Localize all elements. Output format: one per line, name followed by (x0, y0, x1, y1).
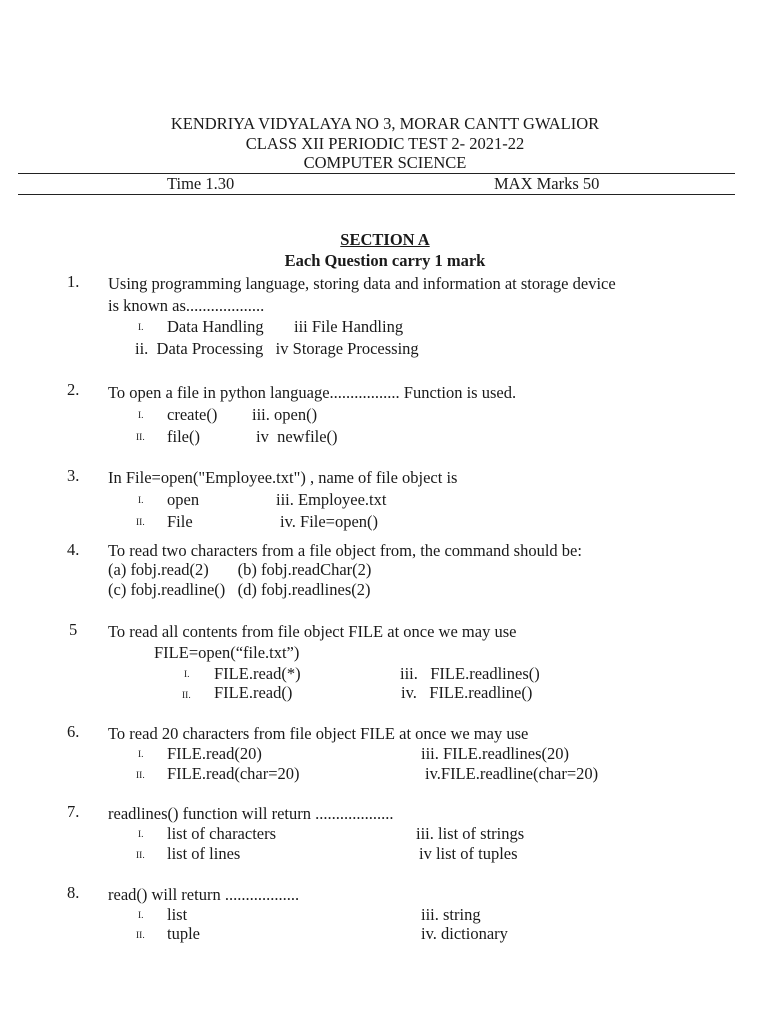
question-number: 7. (67, 802, 80, 821)
option-c: iii. FILE.readlines(20) (421, 744, 570, 763)
option-a: open (167, 490, 200, 509)
option-num: I. (138, 411, 144, 421)
option-num: II. (136, 518, 145, 528)
question-text: To read 20 characters from file object FILE at once we may use (108, 724, 529, 743)
question-text-cont: is known as................... (108, 296, 265, 315)
question-text: To open a file in python language................. Function is used. (108, 383, 517, 402)
option-line-ab: (a) fobj.read(2) (b) fobj.readChar(2) (108, 560, 372, 579)
option-d: iv. dictionary (421, 924, 508, 943)
option-b: File (167, 512, 193, 531)
option-d: iv.FILE.readline(char=20) (425, 764, 599, 783)
option-num: II. (136, 433, 145, 443)
option-num: I. (138, 496, 144, 506)
option-num: II. (182, 691, 191, 701)
option-b: file() (167, 427, 200, 446)
option-num: II. (136, 771, 145, 781)
option-num: I. (184, 670, 190, 680)
option-num: I. (138, 323, 144, 333)
question-text: In File=open("Employee.txt") , name of file object is (108, 468, 458, 487)
question-text: To read all contents from file object FILE at once we may use (108, 622, 517, 641)
question-number: 3. (67, 466, 80, 485)
header-bottom-rule (18, 194, 735, 195)
question-number: 8. (67, 883, 80, 902)
header-top-rule (18, 173, 735, 174)
question-number: 2. (67, 380, 80, 399)
subject-title: COMPUTER SCIENCE (303, 153, 467, 172)
option-c: iii. FILE.readlines() (400, 664, 540, 683)
question-text: Using programming language, storing data and information at storage device (108, 274, 616, 293)
option-b: FILE.read() (214, 683, 293, 702)
option-a: FILE.read(20) (167, 744, 262, 763)
option-b: list of lines (167, 844, 241, 863)
question-text: readlines() function will return ................... (108, 804, 394, 823)
section-title: SECTION A (340, 230, 430, 249)
question-text: To read two characters from a file object from, the command should be: (108, 541, 582, 560)
option-line-cd: (c) fobj.readline() (d) fobj.readlines(2) (108, 580, 371, 599)
option-c: iii. Employee.txt (276, 490, 387, 509)
option-num: I. (138, 830, 144, 840)
option-num: II. (136, 851, 145, 861)
question-number: 6. (67, 722, 80, 741)
question-text: read() will return .................. (108, 885, 300, 904)
question-number: 5 (69, 620, 78, 639)
option-c: iii File Handling (294, 317, 404, 336)
option-c: iii. list of strings (416, 824, 525, 843)
test-title: CLASS XII PERIODIC TEST 2- 2021-22 (245, 134, 525, 153)
section-subtitle: Each Question carry 1 mark (284, 251, 486, 270)
max-marks-label: MAX Marks 50 (494, 174, 600, 193)
question-number: 1. (67, 272, 80, 291)
school-name: KENDRIYA VIDYALAYA NO 3, MORAR CANTT GWALIOR (170, 114, 600, 133)
question-number: 4. (67, 540, 80, 559)
option-num: I. (138, 750, 144, 760)
option-b: FILE.read(char=20) (167, 764, 300, 783)
option-d: iv. File=open() (280, 512, 379, 531)
option-num: I. (138, 911, 144, 921)
code-line: FILE=open(“file.txt”) (154, 643, 300, 662)
option-c: iii. string (421, 905, 481, 924)
option-b: tuple (167, 924, 200, 943)
option-a: list of characters (167, 824, 277, 843)
option-a: Data Handling (167, 317, 264, 336)
option-d: iv newfile() (256, 427, 338, 446)
option-a: FILE.read(*) (214, 664, 301, 683)
option-d: iv. FILE.readline() (401, 683, 533, 702)
option-b-line: ii. Data Processing iv Storage Processing (135, 339, 419, 358)
time-label: Time 1.30 (167, 174, 235, 193)
option-a: list (167, 905, 188, 924)
option-d: iv list of tuples (419, 844, 518, 863)
option-num: II. (136, 931, 145, 941)
option-a: create() (167, 405, 218, 424)
option-c: iii. open() (252, 405, 318, 424)
